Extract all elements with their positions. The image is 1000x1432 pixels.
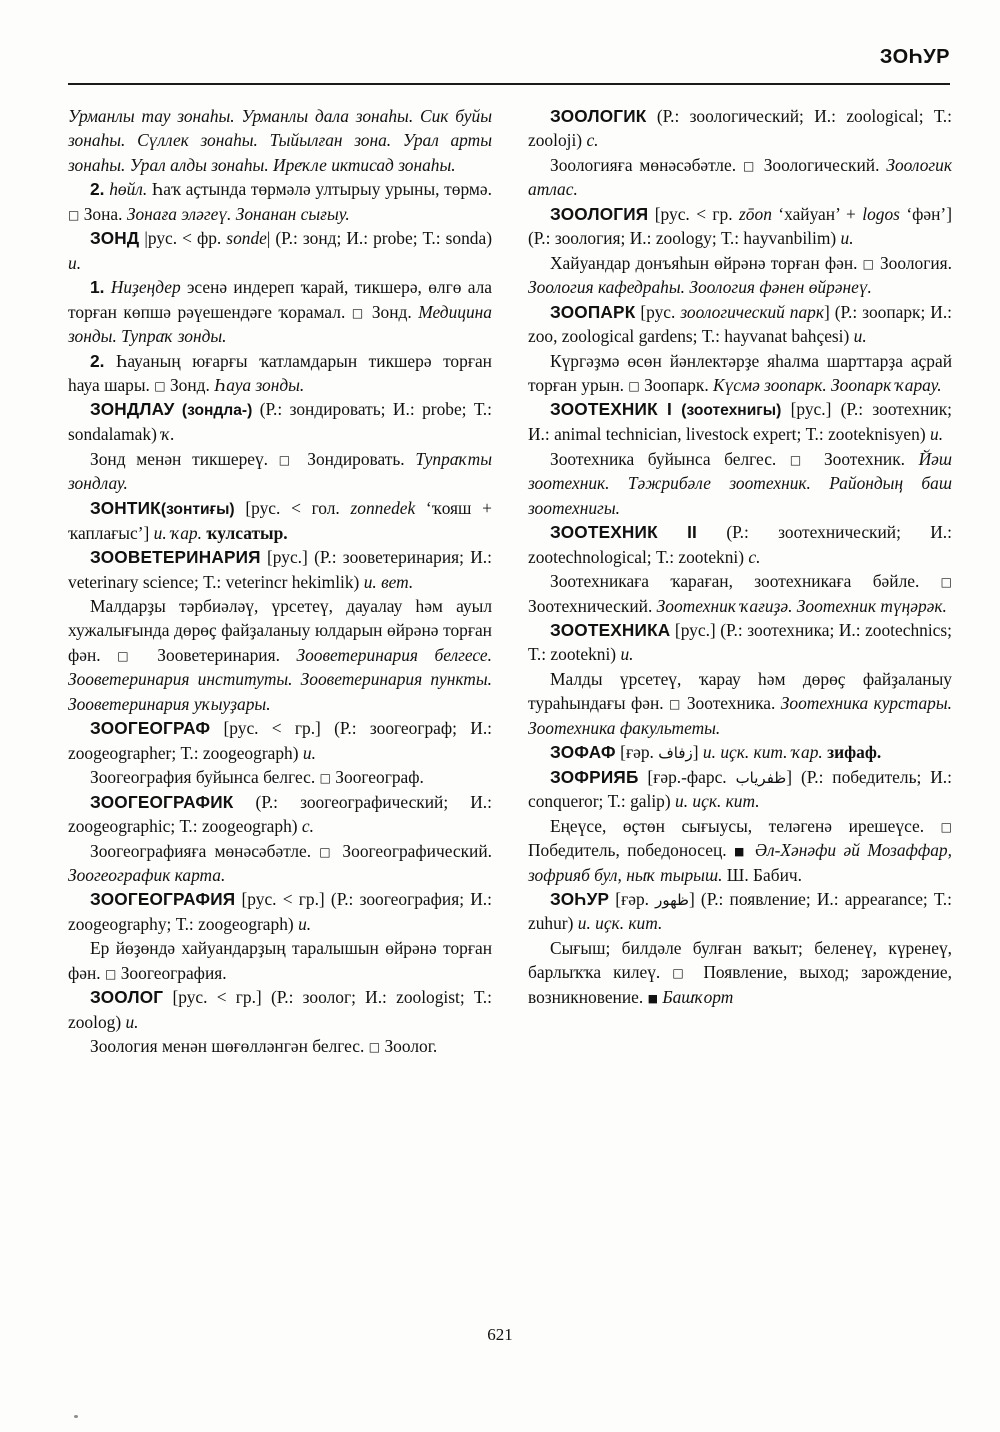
sense-definition: Зоотехника буйынса белгес. — [550, 448, 777, 469]
entry-block — [528, 104, 952, 153]
translations: (Р.: зоологический; И.: zoological; Т.: zooloji) — [528, 106, 952, 151]
scan-speck — [74, 1415, 78, 1418]
translations: (Р.: победитель; И.: conqueror; Т.: galip) — [528, 766, 952, 812]
sense-examples: Зооветеринария белгесе. Зооветеринария институты. Зооветеринария пункты. Зооветеринария уҡыуҙары. — [68, 644, 492, 714]
part-of-speech: и. — [125, 1011, 139, 1032]
russian-gloss: Зонд. — [169, 374, 210, 395]
russian-gloss: Зоология. — [879, 252, 952, 273]
russian-gloss: Зонд. — [371, 301, 412, 322]
headword: ЗООГЕОГРАФИК — [90, 791, 234, 812]
sense-definition: Зоологияға мөнәсәбәтле. — [550, 154, 737, 175]
sense-number: 1. — [90, 277, 105, 298]
russian-gloss: Зоопарк. — [644, 374, 709, 395]
translations: (Р.: появление; И.: appearance; Т.: zuhur) — [528, 888, 952, 934]
part-of-speech: с. — [748, 546, 761, 567]
sense-block — [528, 569, 952, 618]
open-square-icon: □ — [940, 575, 952, 590]
headword: ЗОНТИК — [90, 497, 161, 518]
headword-form: (зондла-) — [181, 402, 253, 420]
sense-block — [68, 765, 492, 789]
citation-attribution: Ш. Бабич. — [726, 864, 802, 885]
headword: ЗООВЕТЕРИНАРИЯ — [90, 547, 261, 568]
citation-quote: Башҡорт — [662, 986, 734, 1007]
etymology: |рус. < фр. sonde| — [144, 228, 271, 249]
sense-examples: Медицина зонды. Тупраҡ зонды. — [68, 301, 492, 347]
part-of-speech: и. иҫк. кит. — [675, 791, 760, 812]
translations: (Р.: зоопарк; И.: zoo, zoological gardens; Т.: hayvanat bahçesi) — [528, 301, 953, 347]
homonym-number: I — [667, 399, 673, 420]
filled-square-icon: ■ — [734, 845, 748, 859]
sense-definition: эсенә индереп ҡарай, тикшерә, өлгө ала торған көпшә рәүешендәге ҡорамал. — [68, 277, 492, 322]
etymology: [ғәр. ظهور] — [615, 888, 695, 909]
sense-definition: Зоотехникаға ҡараған, зоотехникаға бәйле. — [550, 571, 920, 592]
sense-block — [528, 153, 952, 202]
open-square-icon: □ — [672, 966, 692, 981]
sense-examples: Тупраҡты зондлау. — [68, 448, 492, 494]
russian-gloss: Победитель, победоносец. — [528, 840, 727, 861]
sense-examples: Зоотехник ҡағиҙә. Зоотехник түңәрәк. — [656, 595, 947, 616]
citation-quote: Әл-Хәнәфи әй Мозаффар, зофрияб бул, ныҡ тырыш. — [528, 840, 952, 885]
russian-gloss: Зоогеографический. — [342, 840, 492, 861]
etymology: [рус.] — [674, 619, 716, 640]
open-square-icon: □ — [319, 771, 331, 786]
etymology: [рус. < гр.] — [172, 987, 262, 1008]
sense-block — [68, 177, 492, 226]
homonym-number: II — [687, 522, 698, 543]
sense-definition: Һауаның юғарғы ҡатламдарын тикшерә торған һауа шары. — [68, 350, 492, 395]
translations: (Р.: зоогеографический; И.: zoogeographic; Т.: zoogeograph) — [68, 791, 492, 837]
russian-gloss: Зоогеография. — [120, 962, 227, 983]
sense-number: 2. — [90, 350, 105, 371]
translations: (Р.: зоогеография; И.: zoogeography; Т.: zoogeograph) — [68, 889, 492, 934]
sense-examples: Зоология кафедраһы. Зоология фәнен өйрәнеү. — [528, 277, 872, 298]
russian-gloss: Зоотехника. — [686, 693, 776, 714]
entry-block — [68, 790, 492, 839]
entry-block — [528, 300, 952, 349]
translations: (Р.: зоология; И.: zoology; Т.: hayvanbilim) — [528, 228, 837, 249]
entry-block — [68, 496, 492, 545]
etymology: [рус. зоологический парк] — [640, 301, 830, 322]
headword: ЗООГЕОГРАФИЯ — [90, 889, 236, 910]
headword: ЗООПАРК — [550, 301, 636, 322]
translations: (Р.: зондировать; И.: probe; Т.: sondalamak) — [68, 399, 492, 445]
russian-gloss: Зона. — [83, 203, 123, 224]
sense-label: һөйл. — [109, 179, 148, 200]
etymology-source-greek-1: zōon — [739, 203, 772, 224]
russian-gloss: Появление, выход; зарождение, возникновение. — [528, 962, 952, 1007]
sense-examples: Зоологик атлас. — [528, 154, 953, 200]
entry-block — [528, 397, 952, 446]
etymology-source: зоологический парк — [680, 301, 825, 322]
open-square-icon: □ — [789, 452, 811, 467]
entry-block — [528, 618, 952, 667]
etymology: [рус. < гр. zōon ‘хайуан’ + logos ‘фән’] — [654, 203, 953, 224]
entry-block — [528, 202, 952, 251]
part-of-speech: и. — [930, 424, 944, 445]
part-of-speech: с. — [301, 816, 314, 837]
russian-gloss: Зоогеограф. — [335, 767, 424, 788]
etymology: [ғәр. زفاف] — [620, 742, 699, 763]
sense-block — [68, 275, 492, 348]
entry-block — [68, 985, 492, 1034]
sense-block — [528, 349, 952, 398]
translations: (Р.: зонд; И.: probe; Т.: sonda) — [275, 228, 492, 249]
sense-definition: Хайуандар донъяһын өйрәнә торған фән. — [550, 252, 858, 273]
part-of-speech: и. вет. — [363, 571, 414, 592]
entry-block — [68, 716, 492, 765]
part-of-speech: и. — [298, 913, 312, 934]
open-square-icon: □ — [68, 207, 80, 222]
sense-block — [68, 936, 492, 985]
open-square-icon: □ — [154, 378, 166, 393]
cross-reference: зифаф. — [827, 742, 882, 763]
translations: (Р.: зоогеограф; И.: zoogeographer; Т.: zoogeograph) — [68, 718, 492, 763]
sense-block — [68, 1034, 492, 1058]
headword: ЗООЛОГИЯ — [550, 203, 649, 224]
translations: (Р.: зоотехник; И.: animal technician, livestock expert; Т.: zooteknisyen) — [528, 399, 952, 445]
part-of-speech: и. — [840, 228, 854, 249]
entry-block — [68, 104, 492, 177]
part-of-speech: с. — [586, 130, 599, 151]
sense-definition: Малдарҙы тәрбиәләү, үрсетеү, дауалау һәм ауыл хужалығында дөрөҫ файҙаланыу юлдарын өйрәнә торған фән. — [68, 595, 492, 665]
part-of-speech: и. — [302, 742, 316, 763]
russian-gloss: Зоолог. — [384, 1036, 438, 1057]
etymology-source: zonnedek — [350, 497, 416, 518]
sense-definition: Күргәҙмә өсөн йәнлектәрҙе яһалма шарттарҙа аҫрай торған урын. — [528, 350, 952, 395]
arabic-source: زفاف — [658, 744, 693, 763]
headword: ЗООЛОГИК — [550, 106, 647, 126]
header-rule — [68, 83, 950, 85]
entry-block — [68, 226, 492, 275]
part-of-speech: и. — [853, 326, 867, 347]
etymology: [ғәр.-фарс. ظفرياب] — [647, 766, 793, 787]
sense-examples: Зоогеографик карта. — [68, 864, 226, 885]
russian-gloss: Зоологический. — [763, 154, 880, 175]
sense-block — [528, 667, 952, 740]
sense-examples: Һауа зонды. — [214, 374, 305, 395]
open-square-icon: □ — [628, 378, 640, 393]
headword: ЗОФРИЯБ — [550, 766, 639, 787]
headword: ЗОНД — [90, 228, 140, 249]
arabic-source: ظفرياب — [735, 768, 787, 787]
entry-block — [528, 765, 952, 814]
headword: ЗОНДЛАУ — [90, 399, 175, 420]
translations: (Р.: зооветеринария; И.: veterinary science; Т.: veterincr hekimlik) — [68, 547, 492, 592]
page-number: 621 — [487, 1325, 513, 1344]
sense-subject: Ниҙеңдер — [110, 277, 181, 298]
etymology: [рус. < гр.] — [223, 718, 321, 739]
open-square-icon: □ — [940, 819, 952, 834]
translations: (Р.: зоотехнический; И.: zootechnological; Т.: zootekni) — [528, 522, 952, 567]
open-square-icon: □ — [319, 844, 335, 859]
sense-examples: Күсмә зоопарк. Зоопарк ҡарау. — [713, 374, 942, 395]
right-column — [528, 104, 952, 1294]
part-of-speech: и. — [68, 252, 82, 273]
open-square-icon: □ — [105, 966, 117, 981]
etymology-source: sonde — [226, 228, 267, 249]
headword: ЗОФАФ — [550, 742, 616, 763]
open-square-icon: □ — [669, 697, 682, 712]
sense-number: 2. — [90, 179, 105, 200]
filled-square-icon: ■ — [647, 991, 658, 1005]
open-square-icon: □ — [742, 158, 757, 173]
cross-reference: ҡулсатыр. — [206, 522, 288, 543]
sense-examples: Зоотехника курстары. Зоотехника факультеты. — [528, 693, 952, 738]
headword: ЗООТЕХНИКА — [550, 619, 671, 640]
part-of-speech: и. ҡар. — [153, 522, 202, 543]
headword: ЗООЛОГ — [90, 987, 164, 1008]
sense-definition: Зонд менән тикшереү. — [90, 448, 269, 469]
headword-form: (зонтиғы) — [160, 500, 235, 518]
russian-gloss: Зондировать. — [307, 448, 405, 469]
sense-definition: Һаҡ аҫтында төрмәлә ултырыу урыны, төрмә. — [151, 179, 492, 200]
open-square-icon: □ — [278, 452, 297, 467]
running-head: ЗОҺУР — [879, 46, 950, 68]
entry-block — [68, 887, 492, 936]
etymology: [рус.] — [267, 547, 308, 568]
etymology: [рус. < гр.] — [241, 889, 325, 910]
part-of-speech: ҡ. — [161, 424, 175, 445]
part-of-speech: и. — [620, 644, 634, 665]
sense-definition: Ер йөҙөндә хайуандарҙың таралышын өйрәнә торған фән. — [68, 938, 492, 983]
headword: ЗООГЕОГРАФ — [90, 718, 211, 739]
entry-block — [528, 887, 952, 936]
headword: ЗООТЕХНИК — [550, 522, 658, 543]
column-container — [68, 104, 952, 1294]
entry-block — [528, 520, 952, 569]
etymology: [рус. < гол. zonnedek ‘ҡояш + ҡаплағыс’] — [68, 497, 492, 543]
headword: ЗОҺУР — [550, 888, 610, 909]
open-square-icon: □ — [862, 256, 875, 271]
entry-block — [68, 545, 492, 594]
part-of-speech: и. иҫк. кит. — [577, 913, 663, 934]
russian-gloss: Зооветеринария. — [157, 644, 280, 665]
part-of-speech: и. иҫк. кит. ҡар. — [702, 742, 823, 763]
etymology: [рус.] — [790, 399, 832, 420]
sense-definition: Зоогеография буйынса белгес. — [90, 767, 316, 788]
left-column — [68, 104, 492, 1294]
entry-block — [528, 740, 952, 764]
sense-definition: Сығыш; билдәле булған ваҡыт; беленеү, күренеү, барлыҡҡа килеү. — [528, 937, 952, 983]
sense-examples: Зонаға эләгеү. Зонанан сығыу. — [126, 203, 350, 224]
sense-block — [68, 349, 492, 398]
sense-block — [68, 447, 492, 496]
open-square-icon: □ — [351, 305, 366, 320]
sense-definition: Еңеүсе, өҫтөн сығыусы, теләгенә ирешеүсе. — [550, 815, 925, 836]
examples-text: Урманлы тау зонаһы. Урманлы дала зонаһы. Сик буйы зонаһы. Сүллек зонаһы. Тыйылған зона. Урал арты зонаһы. Урал алды зонаһы. Иреҡле иктисад зонаһы. — [68, 106, 492, 175]
sense-block — [528, 814, 952, 887]
headword-form: (зоотехнигы) — [681, 402, 782, 420]
sense-block — [528, 447, 952, 520]
arabic-source: ظهور — [655, 890, 689, 909]
russian-gloss: Зоотехник. — [823, 448, 906, 469]
sense-block — [528, 251, 952, 300]
open-square-icon: □ — [368, 1040, 381, 1055]
translations: (Р.: зоотехника; И.: zootechnics; Т.: zootekni) — [528, 619, 952, 665]
sense-block — [68, 594, 492, 716]
entry-block — [68, 397, 492, 446]
headword: ЗООТЕХНИК — [550, 399, 658, 420]
sense-definition: Малды үрсетеү, ҡарау һәм дөрөҫ файҙаланыу тураһындағы фән. — [528, 668, 952, 714]
sense-definition: Зоогеографияға мөнәсәбәтле. — [90, 840, 312, 861]
sense-block — [528, 936, 952, 1009]
translations: (Р.: зоолог; И.: zoologist; Т.: zoolog) — [68, 987, 492, 1032]
open-square-icon: □ — [117, 648, 141, 663]
sense-definition: Зоология менән шөғөлләнгән белгес. — [90, 1036, 365, 1057]
etymology-source-greek-2: logos — [862, 203, 900, 224]
russian-gloss: Зоотехнический. — [528, 595, 653, 616]
sense-examples: Йәш зоотехник. Тәжрибәле зоотехник. Райондың баш зоотехнигы. — [528, 448, 952, 518]
sense-block — [68, 839, 492, 888]
